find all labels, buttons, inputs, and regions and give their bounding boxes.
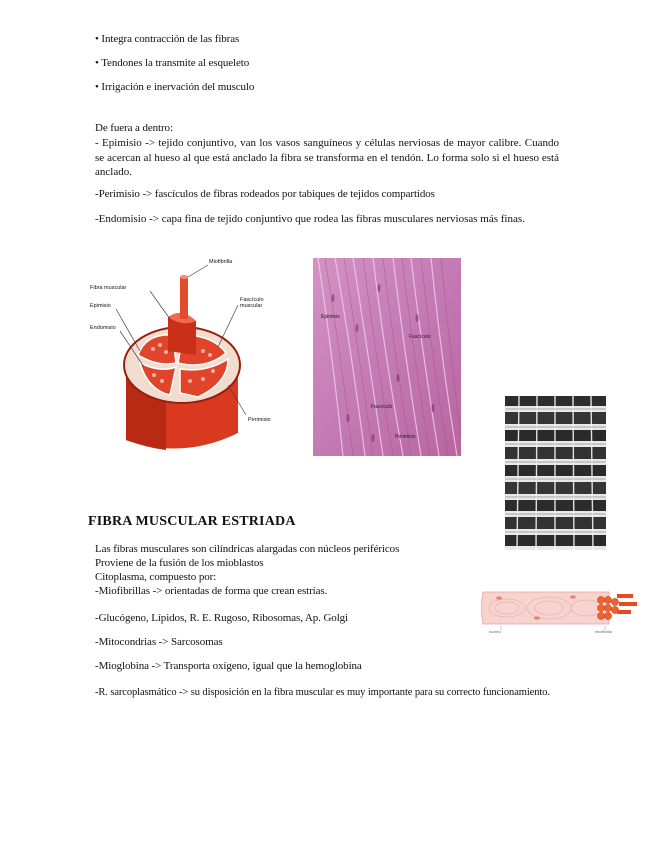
bullet-item: • Tendones la transmite al esqueleto	[95, 57, 250, 69]
striated-line: Las fibras musculares son cilíndricas alargadas con núcleos periféricos	[95, 543, 400, 555]
section-intro: De fuera a dentro:	[95, 122, 173, 134]
histology-micrograph	[313, 258, 461, 456]
list-item: -Mitocondrias -> Sarcosomas	[95, 636, 223, 648]
label-perimisio: Perimisio	[248, 417, 271, 423]
muscle-structure-figure	[88, 255, 288, 455]
muscle-fiber-figure	[477, 578, 639, 638]
histo-label-epimisio: Epimisio	[321, 314, 340, 320]
epimisio-paragraph: - Epimisio -> tejido conjuntivo, van los vasos sanguíneos y células nerviosas de mayor calibre. Cuando se acercan al hueso al que está anclado la fibra se transforma en el tendón. Lo forma solo si el hueso está anclado.	[95, 137, 559, 178]
endomisio-paragraph: -Endomisio -> capa fina de tejido conjuntivo que rodea las fibras musculares nerviosas más finas.	[95, 213, 525, 225]
striated-line: Citoplasma, compuesto por:	[95, 571, 217, 583]
label-fasciculo-line2: muscular	[240, 303, 263, 309]
fiber-label-left: núcleo	[489, 629, 501, 634]
histo-label-fasciculo: Fascículo	[371, 404, 393, 410]
striated-line: Proviene de la fusión de los mioblastos	[95, 557, 264, 569]
label-fasciculo-line1: Fascículo	[240, 297, 264, 303]
label-epimisio: Epimisio	[90, 303, 111, 309]
list-item: -Glucógeno, Lípidos, R. E. Rugoso, Ribosomas, Ap. Golgi	[95, 612, 349, 624]
histo-label-perimisio: Perimisio	[395, 434, 416, 440]
label-endomisio: Endomisio	[90, 325, 116, 331]
perimisio-paragraph: -Perimisio -> fascículos de fibras rodeados por tabiques de tejidos compartidos	[95, 188, 435, 200]
label-miofibrilla: Miofibrilla	[209, 259, 233, 265]
striated-line: -Miofibrillas -> orientadas de forma que crean estrías.	[95, 585, 328, 597]
label-fasciculo	[240, 297, 264, 309]
bullet-item: • Integra contracción de las fibras	[95, 33, 240, 45]
list-item: -R. sarcoplasmático -> su disposición en la fibra muscular es muy importante para su correcto funcionamiento.	[95, 687, 550, 698]
striation-micrograph	[505, 396, 606, 550]
list-item: -Mioglobina -> Transporta oxígeno, igual que la hemoglobina	[95, 660, 362, 672]
fiber-label-right: miofibrilla	[595, 629, 612, 634]
histo-label-fasciculo: Fascículo	[409, 334, 431, 340]
section-heading: FIBRA MUSCULAR ESTRIADA	[88, 514, 296, 529]
bullet-item: • Irrigación e inervación del musculo	[95, 81, 255, 93]
label-fibra-muscular: Fibra muscular	[90, 285, 127, 291]
